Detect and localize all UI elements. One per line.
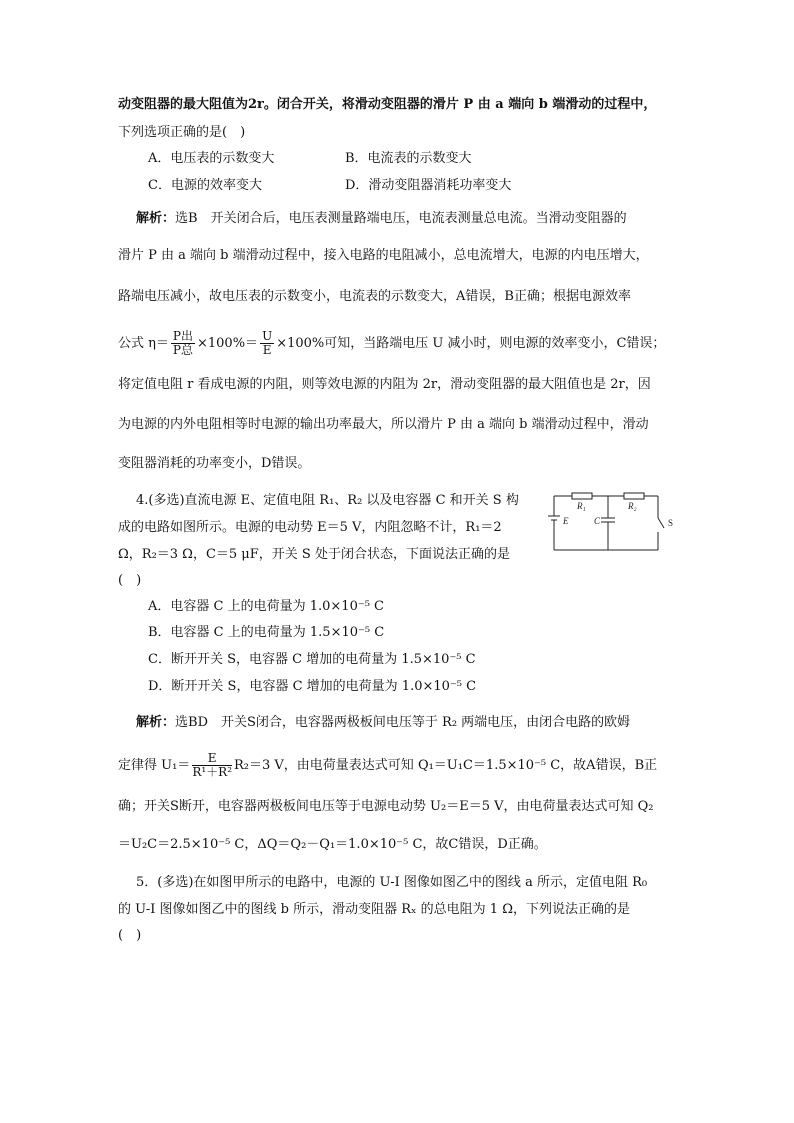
resistor-r1 xyxy=(572,493,592,499)
q4-fraction-denominator: R¹＋R² xyxy=(192,765,233,779)
q3-answer-text-1: 选B 开关闭合后，电压表测量路端电压，电流表测量总电流。当滑动变阻器的 xyxy=(175,211,627,226)
q3-stem-line-1: 动变阻器的最大阻值为2r。闭合开关，将滑动变阻器的滑片 P 由 a 端向 b 端滑动的过程中， xyxy=(118,97,657,112)
q4-answer-line-1 xyxy=(136,714,630,732)
q4-answer-line-2 xyxy=(118,752,657,779)
q3-answer-label: 解析： xyxy=(136,211,176,226)
q3-efficiency-prefix: 公式 η＝ xyxy=(118,336,169,351)
q3-answer-line-6: 为电源的内外电阻相等时电源的输出功率最大，所以滑片 P 由 a 端向 b 端滑动过程中，滑动 xyxy=(118,417,649,432)
label-e: E xyxy=(563,516,569,526)
q3-efficiency-suffix: ×100%可知，当路端电压 U 减小时，则电源的效率变小，C错误； xyxy=(276,336,666,351)
q3-efficiency-fraction-1 xyxy=(171,330,195,357)
q3-fraction-1-denominator: P总 xyxy=(172,343,193,357)
q4-answer-label: 解析： xyxy=(136,715,176,730)
resistor-r2 xyxy=(624,493,644,499)
label-r1: R₁ xyxy=(577,501,586,511)
q3-stem-line-2: 下列选项正确的是( ) xyxy=(118,125,246,140)
q3-fraction-2-denominator: E xyxy=(262,343,272,357)
switch-s xyxy=(658,518,664,528)
label-c: C xyxy=(594,516,601,526)
q4-ohm-suffix: R₂＝3 V，由电荷量表达式可知 Q₁＝U₁C＝1.5×10⁻⁵ C，故A错误，B正 xyxy=(234,758,658,773)
q3-option-b: B．电流表的示数变大 xyxy=(345,151,472,166)
q3-answer-line-7: 变阻器消耗的功率变小，D错误。 xyxy=(118,456,311,471)
q3-efficiency-mid: ×100%＝ xyxy=(197,336,259,351)
q4-option-d: D．断开开关 S，电容器 C 增加的电荷量为 1.0×10⁻⁵ C xyxy=(148,679,477,694)
q4-stem-line-1: 4.(多选)直流电源 E、定值电阻 R₁、R₂ 以及电容器 C 和开关 S 构 xyxy=(136,493,519,508)
q3-answer-line-5: 将定值电阻 r 看成电源的内阻，则等效电源的内阻为 2r，滑动变阻器的最大阻值也是 2r，因 xyxy=(118,377,651,392)
q4-answer-line-3: 确；开关S断开，电容器两极板间电压等于电源电动势 U₂＝E＝5 V，由电荷量表达式可知 Q₂ xyxy=(118,799,654,814)
q4-answer-line-4: ＝U₂C＝2.5×10⁻⁵ C，ΔQ＝Q₂－Q₁＝1.0×10⁻⁵ C，故C错误，D正确。 xyxy=(118,837,547,852)
q3-fraction-1-numerator: P出 xyxy=(172,329,193,343)
label-s: S xyxy=(668,518,674,528)
q5-stem-line-3: ( ) xyxy=(118,928,142,943)
q4-fraction-numerator: E xyxy=(192,752,232,766)
q3-option-c: C．电源的效率变大 xyxy=(148,178,262,193)
q5-stem-line-1: 5．(多选)在如图甲所示的电路中，电源的 U-I 图像如图乙中的图线 a 所示，定值电阻 R₀ xyxy=(136,875,648,890)
q3-efficiency-fraction-2 xyxy=(260,330,274,357)
q3-fraction-2-numerator: U xyxy=(262,329,273,343)
q4-stem-line-3: Ω，R₂＝3 Ω，C＝5 μF，开关 S 处于闭合状态，下面说法正确的是 xyxy=(118,547,510,562)
q3-answer-line-2: 滑片 P 由 a 端向 b 端滑动过程中，接入电路的电阻减小，总电流增大，电源的内电压增大， xyxy=(118,248,649,263)
q4-option-c: C．断开开关 S，电容器 C 增加的电荷量为 1.5×10⁻⁵ C xyxy=(148,652,476,667)
q4-option-b: B．电容器 C 上的电荷量为 1.5×10⁻⁵ C xyxy=(148,625,385,640)
q5-stem-line-2: 的 U-I 图像如图乙中的图线 b 所示，滑动变阻器 Rₓ 的总电阻为 1 Ω，下列说法正确的是 xyxy=(118,902,630,917)
q4-stem-line-2: 成的电路如图所示。电源的电动势 E＝5 V，内阻忽略不计，R₁＝2 xyxy=(118,520,502,535)
label-r2: R₂ xyxy=(628,501,637,511)
q4-ohm-prefix: 定律得 U₁＝ xyxy=(118,758,191,773)
q4-stem-line-4: ( ) xyxy=(118,573,142,588)
q3-answer-line-3: 路端电压减小，故电压表的示数变小，电流表的示数变大，A错误，B正确；根据电源效率 xyxy=(118,289,631,304)
q3-option-d: D．滑动变阻器消耗功率变大 xyxy=(345,178,512,193)
q3-answer-line-1 xyxy=(136,210,627,228)
q3-option-a: A．电压表的示数变大 xyxy=(148,151,275,166)
q3-answer-line-4 xyxy=(118,330,665,357)
q4-ohm-fraction xyxy=(192,752,232,779)
q4-answer-text-1: 选BD 开关S闭合，电容器两极板间电压等于 R₂ 两端电压，由闭合电路的欧姆 xyxy=(175,715,631,730)
circuit-diagram xyxy=(548,488,686,554)
q4-option-a: A．电容器 C 上的电荷量为 1.0×10⁻⁵ C xyxy=(148,599,384,614)
